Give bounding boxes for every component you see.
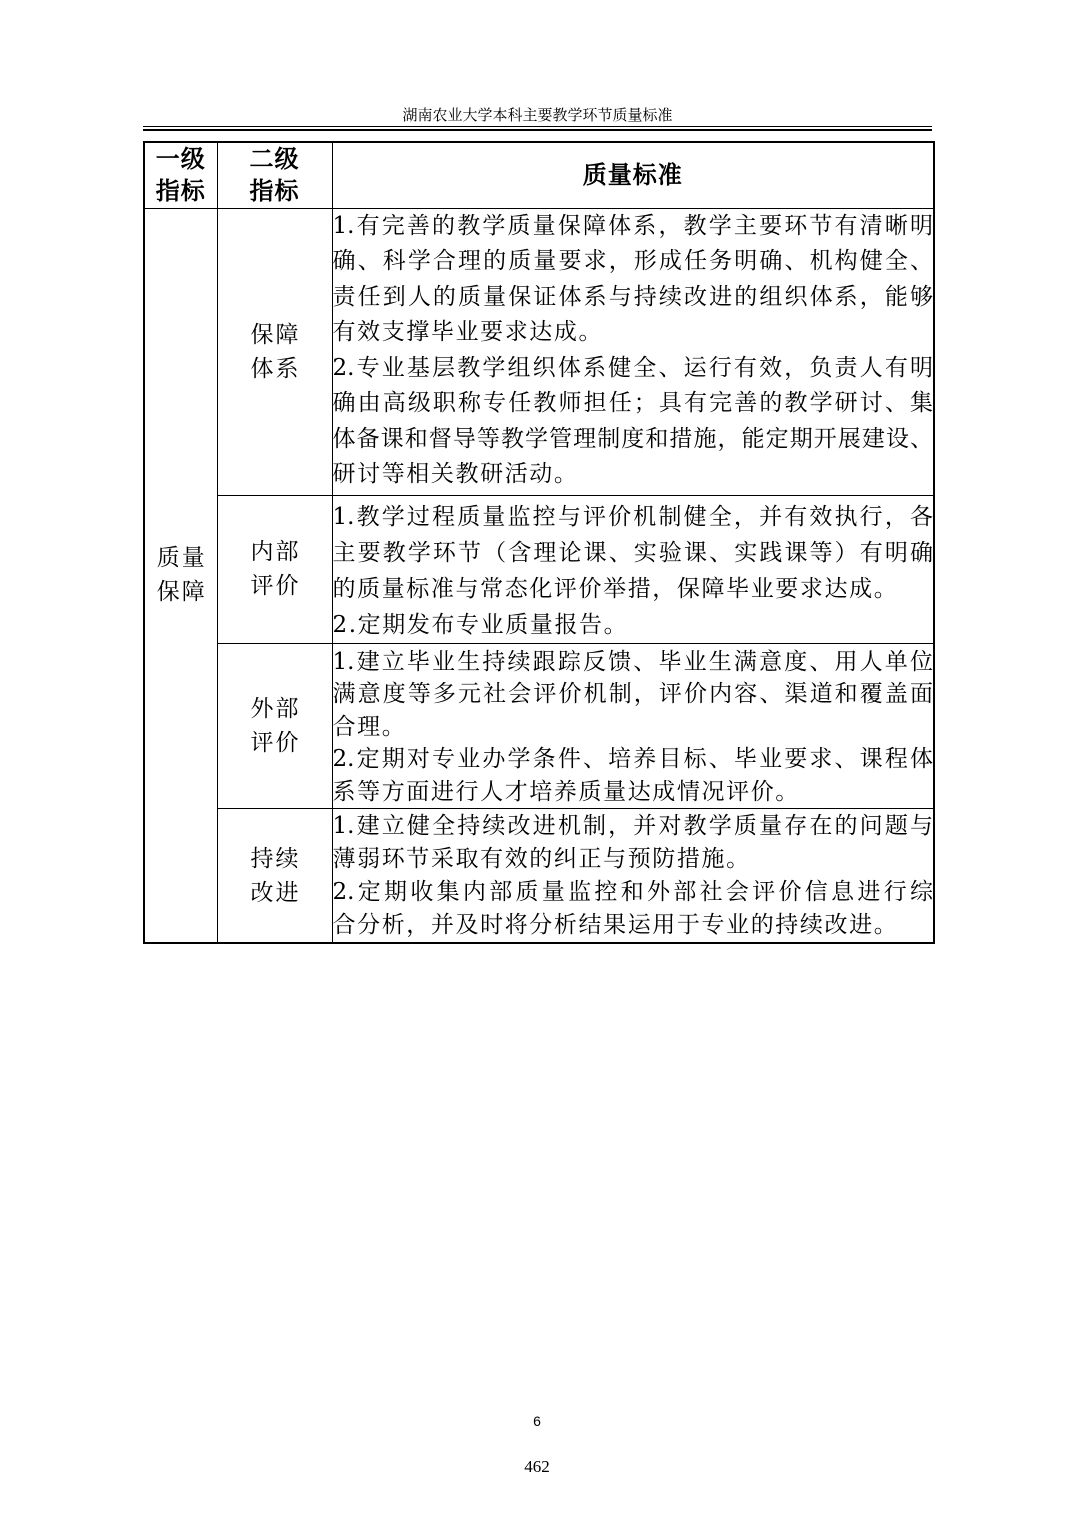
table-row [144,809,934,944]
level2-label-line: 评价 [250,729,301,756]
standard-cell [332,208,934,495]
document-page-number: 462 [524,1457,550,1476]
standard-line: 责任到人的质量保证体系与持续改进的组织体系，能够 [332,283,933,310]
running-head: 湖南农业大学本科主要教学环节质量标准 [402,106,673,124]
level2-label-cell [217,208,332,495]
level1-label-line: 保障 [156,579,207,606]
header-standard: 质量标准 [332,142,934,208]
standard-line: 合理。 [332,713,407,740]
level2-label-line: 改进 [250,879,301,906]
table-row [144,495,934,643]
standard-line: 2.定期对专业办学条件、培养目标、毕业要求、课程体 [332,746,933,772]
level1-label-cell [144,208,217,943]
standard-line: 1.建立毕业生持续跟踪反馈、毕业生满意度、用人单位 [332,648,933,675]
header-level2-line: 二级 [249,144,300,174]
table-header-row [144,142,934,208]
level2-label-line: 内部 [250,539,301,565]
standard-line: 满意度等多元社会评价机制，评价内容、渠道和覆盖面 [332,681,933,707]
table-row [144,643,934,809]
standard-line: 合分析，并及时将分析结果运用于专业的持续改进。 [332,912,899,938]
header-level2-line: 指标 [249,176,300,206]
standard-line: 主要教学环节（含理论课、实验课、实践课等）有明确 [332,539,933,566]
standard-cell [332,809,934,944]
header-level2 [217,142,332,208]
level2-label-line: 外部 [250,695,301,722]
level2-label-line: 保障 [250,321,301,348]
level1-label-line: 质量 [156,545,207,572]
standard-line: 薄弱环节采取有效的纠正与预防措施。 [332,846,751,872]
standard-cell [332,495,934,643]
standard-line: 体备课和督导等教学管理制度和措施，能定期开展建设、 [332,425,933,452]
header-level1-line: 指标 [155,176,206,206]
page-number: 6 [533,1413,541,1429]
level2-label-line: 评价 [250,573,301,599]
level2-label-line: 持续 [250,845,301,872]
header-level1-line: 一级 [155,144,206,174]
standard-line: 有效支撑毕业要求达成。 [332,319,604,345]
level2-label-cell [217,643,332,809]
standard-line: 1.有完善的教学质量保障体系，教学主要环节有清晰明 [332,212,933,239]
level2-label-cell [217,809,332,944]
header-rule-thin [143,126,932,127]
header-rule-thick [143,129,932,131]
standard-line: 确、科学合理的质量要求，形成任务明确、机构健全、 [332,248,933,274]
standard-line: 确由高级职称专任教师担任；具有完善的教学研讨、集 [332,390,933,416]
standard-line: 研讨等相关教研活动。 [332,461,579,487]
standard-line: 2.定期收集内部质量监控和外部社会评价信息进行综 [332,879,933,905]
standard-line: 1.教学过程质量监控与评价机制健全，并有效执行，各 [332,503,933,530]
standard-line: 2.定期发布专业质量报告。 [332,611,629,638]
standard-line: 系等方面进行人才培养质量达成情况评价。 [332,778,800,805]
standard-cell [332,643,934,809]
table-row [144,208,934,495]
quality-standards-table [143,141,935,944]
standard-line: 1.建立健全持续改进机制，并对教学质量存在的问题与 [332,813,933,839]
header-level1 [144,142,217,208]
standard-line: 的质量标准与常态化评价举措，保障毕业要求达成。 [332,575,899,602]
level2-label-cell [217,495,332,643]
standard-line: 2.专业基层教学组织体系健全、运行有效，负责人有明 [332,354,933,381]
level2-label-line: 体系 [250,355,301,382]
